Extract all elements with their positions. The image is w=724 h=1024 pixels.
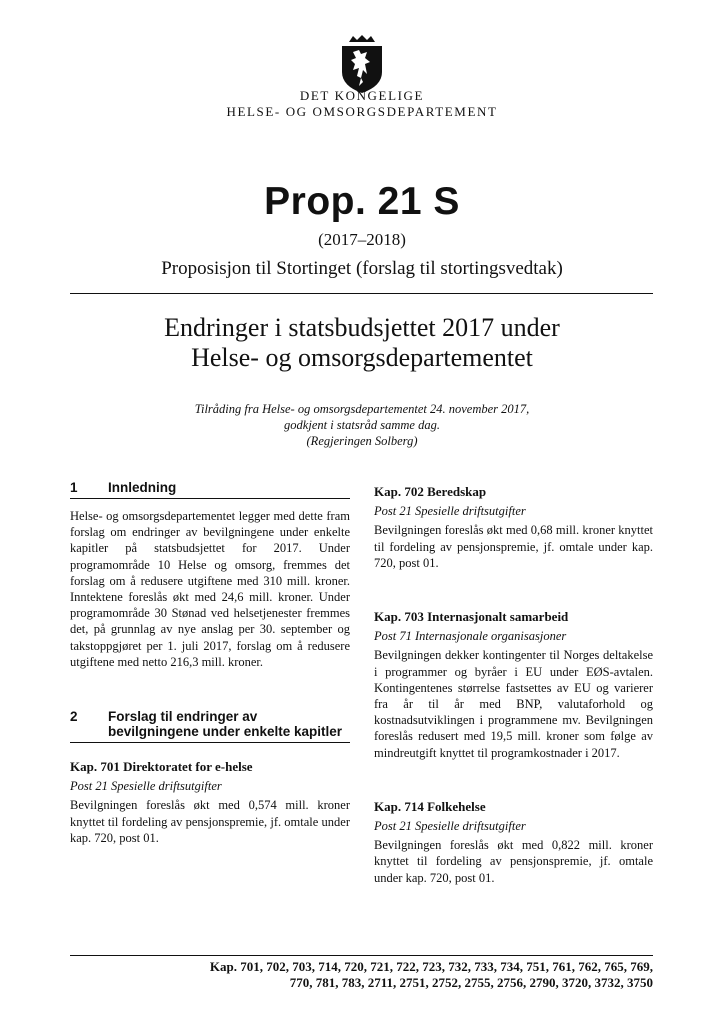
section-number: 1 xyxy=(70,480,78,495)
right-column xyxy=(374,480,653,886)
recommendation-line1: Tilråding fra Helse- og omsorgsdepartementet 24. november 2017, xyxy=(194,402,530,416)
section-heading-proposals xyxy=(70,709,350,743)
chapter-list-line1: Kap. 701, 702, 703, 714, 720, 721, 722, 723, 732, 733, 734, 751, 761, 762, 765, 769, xyxy=(209,959,653,974)
subject-line2: Helse- og omsorgsdepartementet xyxy=(191,343,533,372)
section-heading-introduction xyxy=(70,480,350,499)
chapter-702-text: Bevilgningen foreslås økt med 0,68 mill. kroner knyttet til fordeling av pensjonspremie, jf. omtale under kap. 720, post 01. xyxy=(374,523,653,570)
proposition-type: Proposisjon til Stortinget (forslag til stortingsvedtak) xyxy=(161,258,563,279)
left-column xyxy=(70,480,350,846)
chapter-703-title: Kap. 703 Internasjonalt samarbeid xyxy=(374,609,569,625)
section-title: Forslag til endringer av bevilgningene under enkelte kapitler xyxy=(108,709,343,740)
proposition-title: Prop. 21 S xyxy=(264,180,460,223)
section-title: Innledning xyxy=(108,480,177,495)
chapter-714-post: Post 21 Spesielle driftsutgifter xyxy=(374,819,526,834)
chapter-702-title: Kap. 702 Beredskap xyxy=(374,484,487,499)
recommendation-line3: (Regjeringen Solberg) xyxy=(306,434,418,448)
chapter-714-text: Bevilgningen foreslås økt med 0,822 mill. kroner knyttet til fordeling av pensjonspremie, jf. omtale under kap. 720, post 01. xyxy=(374,838,653,885)
bottom-divider xyxy=(70,955,653,956)
recommendation-line2: godkjent i statsråd samme dag. xyxy=(284,418,440,432)
section-number: 2 xyxy=(70,709,78,725)
chapter-714-title: Kap. 714 Folkehelse xyxy=(374,798,486,814)
chapter-702-post: Post 21 Spesielle driftsutgifter xyxy=(374,504,526,519)
recommendation-note xyxy=(0,401,724,449)
ministry-name-line2: HELSE- OG OMSORGSDEPARTEMENT xyxy=(226,104,498,119)
introduction-text: Helse- og omsorgsdepartementet legger med dette fram forslag om endringer av bevilgningene under enkelte kapitler på statsbudsjettet for 2017. Under programområde 10 Helse og omsorg, fremmes det forslag om å redusere utgiftene med 310 mill. kroner. Inntektene foreslås økt med 24,6 mill. kroner. Under programområde 30 Stønad ved helsetjenester fremmes det, på grunnlag av nye anslag per 30. september og takstoppgjøret per 1. juli 2017, forslag om å redusere utgiftene med netto 216,3 mill. kroner. xyxy=(70,509,350,669)
chapter-703-text: Bevilgningen dekker kontingenter til Norges deltakelse i programmer og byråer i EU under EØS-avtalen. Kontingentenes størrelse fastsettes av EU og varierer fra år til år med BNP, valutaforhold og kostnadsutviklingen i programmene mv. Bevilgningen foreslås redusert med 19,5 mill. kroner som følge av mindreutgift knyttet til programkostnader i 2017. xyxy=(374,648,653,760)
norwegian-coat-of-arms-icon xyxy=(337,34,387,94)
top-divider xyxy=(70,293,653,294)
chapter-703-post: Post 71 Internasjonale organisasjoner xyxy=(374,629,567,644)
proposition-subject xyxy=(0,313,724,373)
session-years: (2017–2018) xyxy=(318,230,406,249)
chapter-list xyxy=(70,959,653,991)
chapter-list-line2: 770, 781, 783, 2711, 2751, 2752, 2755, 2756, 2790, 3720, 3732, 3750 xyxy=(289,975,653,990)
subject-line1: Endringer i statsbudsjettet 2017 under xyxy=(164,313,560,342)
chapter-701-post: Post 21 Spesielle driftsutgifter xyxy=(70,779,222,794)
ministry-name-line1: DET KONGELIGE xyxy=(299,88,425,103)
chapter-701-title: Kap. 701 Direktoratet for e-helse xyxy=(70,759,253,775)
chapter-701-text: Bevilgningen foreslås økt med 0,574 mill. kroner knyttet til fordeling av pensjonspremie, jf. omtale under kap. 720, post 01. xyxy=(70,798,350,845)
